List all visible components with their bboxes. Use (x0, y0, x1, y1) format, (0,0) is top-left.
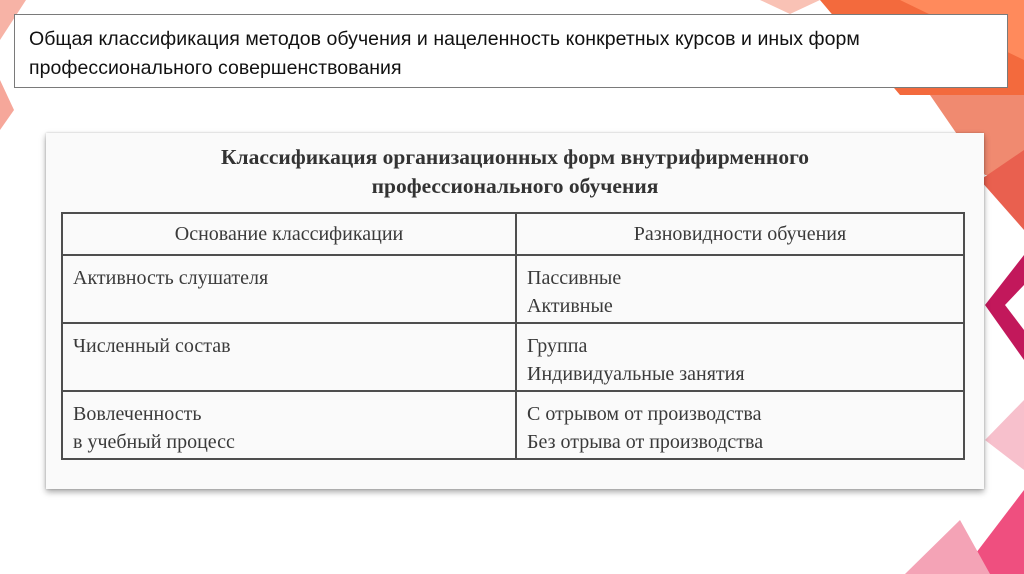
header-types: Разновидности обучения (516, 213, 964, 255)
card-title-line-1: Классификация организационных форм внутрифирменного (220, 145, 810, 169)
cell-text: С отрывом от производства (527, 403, 762, 425)
slide-title-box (14, 14, 1008, 88)
cell-types (516, 391, 964, 459)
cell-text: Группа (527, 335, 588, 357)
cell-text: Активность слушателя (73, 267, 269, 289)
cell-text: в учебный процесс (73, 431, 235, 453)
cell-types (516, 255, 964, 323)
table-row (62, 255, 964, 323)
cell-basis (62, 391, 516, 459)
table-header-row (62, 213, 964, 255)
classification-table (61, 212, 965, 460)
table-row (62, 391, 964, 459)
corner-shape-bottom-right-2 (905, 520, 990, 574)
cell-text: Численный состав (73, 335, 231, 357)
cell-text: Вовлеченность (73, 403, 202, 425)
cell-types (516, 323, 964, 391)
cell-text: Пассивные (527, 267, 622, 289)
corner-shape-bottom-right-3 (985, 400, 1024, 470)
card-title-line-2: профессионального обучения (371, 174, 659, 198)
cell-text: Без отрыва от производства (527, 431, 764, 453)
cell-basis (62, 255, 516, 323)
card-title (46, 143, 984, 201)
cell-text: Индивидуальные занятия (527, 363, 745, 385)
cell-text: Активные (527, 295, 613, 317)
header-basis: Основание классификации (62, 213, 516, 255)
table-row (62, 323, 964, 391)
slide-title: Общая классификация методов обучения и нацеленность конкретных курсов и иных форм профессионального совершенствования (29, 28, 860, 79)
corner-shape-top-right-3 (760, 0, 820, 14)
cell-basis (62, 323, 516, 391)
classification-card (46, 133, 984, 489)
side-shape-left (0, 80, 14, 130)
